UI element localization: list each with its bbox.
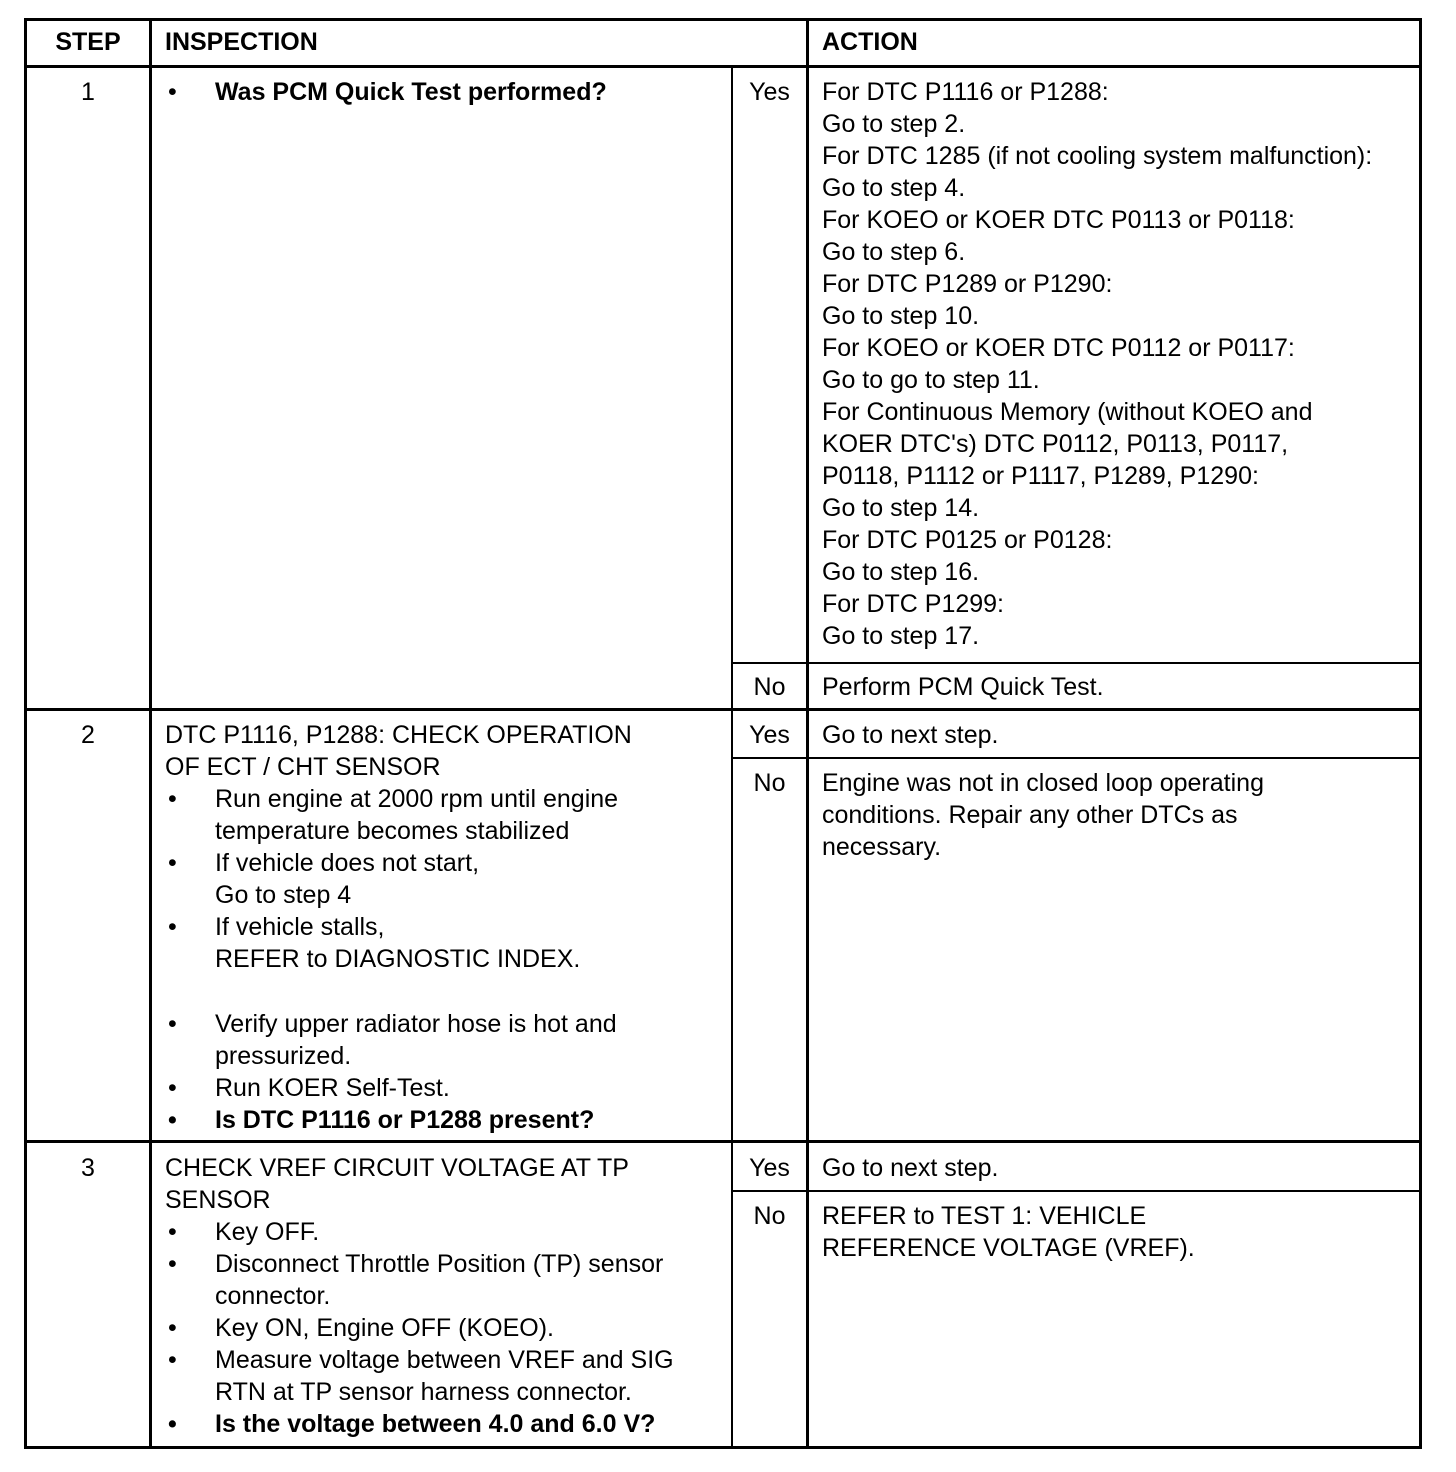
action-line: For DTC P1116 or P1288: (822, 78, 1109, 106)
inspection-question: Was PCM Quick Test performed? (215, 78, 607, 106)
step-title: CHECK VREF CIRCUIT VOLTAGE AT TP (165, 1154, 629, 1182)
header-inspection: INSPECTION (165, 28, 318, 56)
step2-yes-no-divider (731, 757, 1422, 759)
action-line: For DTC P0125 or P0128: (822, 526, 1113, 554)
step-title: SENSOR (165, 1186, 271, 1214)
action-line: Go to step 2. (822, 110, 966, 138)
action-line: Go to step 16. (822, 558, 980, 586)
bullet: • (168, 1074, 177, 1102)
bullet: • (168, 1314, 177, 1342)
step-number: 3 (81, 1154, 95, 1182)
inspection-line: Go to step 4 (215, 881, 352, 909)
bullet: • (168, 1106, 177, 1134)
header-action: ACTION (822, 28, 918, 56)
step1-yes-no-divider (731, 662, 1422, 664)
no-action-line: REFERENCE VOLTAGE (VREF). (822, 1234, 1195, 1262)
no-label: No (753, 673, 786, 701)
bullet: • (168, 785, 177, 813)
inspection-line: Run engine at 2000 rpm until engine (215, 785, 619, 813)
inspection-line: RTN at TP sensor harness connector. (215, 1378, 632, 1406)
no-action-line: conditions. Repair any other DTCs as (822, 801, 1238, 829)
no-label: No (753, 1202, 786, 1230)
action-line: Go to step 4. (822, 174, 966, 202)
yes-label: Yes (749, 78, 790, 106)
action-line: For KOEO or KOER DTC P0113 or P0118: (822, 206, 1295, 234)
action-line: Go to step 10. (822, 302, 980, 330)
step-title: DTC P1116, P1288: CHECK OPERATION (165, 721, 632, 749)
table-border-bottom (24, 1446, 1422, 1449)
step-title: OF ECT / CHT SENSOR (165, 753, 441, 781)
step3-yes-no-divider (731, 1190, 1422, 1192)
bullet: • (168, 1250, 177, 1278)
no-action-line: Engine was not in closed loop operating (822, 769, 1264, 797)
action-line: For KOEO or KOER DTC P0112 or P0117: (822, 334, 1295, 362)
inspection-line: Key OFF. (215, 1218, 320, 1246)
action-line: Go to step 14. (822, 494, 980, 522)
table-border-top (24, 18, 1422, 21)
no-action: Perform PCM Quick Test. (822, 673, 1104, 701)
inspection-line: pressurized. (215, 1042, 352, 1070)
yes-action: Go to next step. (822, 721, 999, 749)
action-line: Go to go to step 11. (822, 366, 1040, 394)
no-action-line: REFER to TEST 1: VEHICLE (822, 1202, 1147, 1230)
action-column-divider (806, 18, 809, 1449)
action-line: For Continuous Memory (without KOEO and (822, 398, 1313, 426)
row2-row3-divider (24, 1140, 1422, 1143)
inspection-line: Measure voltage between VREF and SIG (215, 1346, 674, 1374)
step-column-divider (149, 18, 152, 1449)
inspection-line: Run KOER Self-Test. (215, 1074, 450, 1102)
bullet: • (168, 849, 177, 877)
no-action-line: necessary. (822, 833, 942, 861)
bullet: • (168, 1346, 177, 1374)
action-line: For DTC P1289 or P1290: (822, 270, 1113, 298)
inspection-question: Is the voltage between 4.0 and 6.0 V? (215, 1410, 656, 1438)
yes-action (822, 76, 1372, 652)
bullet: • (168, 1010, 177, 1038)
step-number: 2 (81, 721, 95, 749)
inspection-line: REFER to DIAGNOSTIC INDEX. (215, 945, 581, 973)
action-line: KOER DTC's) DTC P0112, P0113, P0117, (822, 430, 1289, 458)
bullet: • (168, 1218, 177, 1246)
row1-row2-divider (24, 708, 1422, 711)
bullet: • (168, 1410, 177, 1438)
yes-label: Yes (749, 721, 790, 749)
inspection-line: Verify upper radiator hose is hot and (215, 1010, 617, 1038)
inspection-line: connector. (215, 1282, 331, 1310)
action-line: Go to step 6. (822, 238, 966, 266)
inspection-question: Is DTC P1116 or P1288 present? (215, 1106, 595, 1134)
inspection-line: If vehicle stalls, (215, 913, 385, 941)
inspection-line: Disconnect Throttle Position (TP) sensor (215, 1250, 664, 1278)
action-line: For DTC P1299: (822, 590, 1005, 618)
header-step: STEP (55, 28, 121, 56)
step-number: 1 (81, 78, 95, 106)
action-line: For DTC 1285 (if not cooling system malfunction): (822, 142, 1373, 170)
inspection-line: temperature becomes stabilized (215, 817, 570, 845)
action-line: P0118, P1112 or P1117, P1289, P1290: (822, 462, 1259, 490)
table-border-right (1419, 18, 1422, 1449)
header-divider (24, 65, 1422, 68)
yes-action: Go to next step. (822, 1154, 999, 1182)
bullet: • (168, 78, 177, 106)
bullet: • (168, 913, 177, 941)
inspection-line: Key ON, Engine OFF (KOEO). (215, 1314, 554, 1342)
yes-label: Yes (749, 1154, 790, 1182)
inspection-line: If vehicle does not start, (215, 849, 480, 877)
action-line: Go to step 17. (822, 622, 980, 650)
no-label: No (753, 769, 786, 797)
